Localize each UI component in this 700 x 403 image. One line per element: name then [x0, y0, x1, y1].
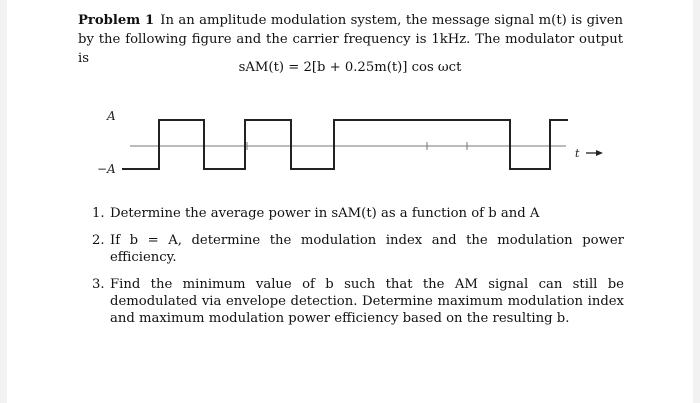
- square-wave: [122, 120, 568, 169]
- message-signal-figure: [0, 105, 700, 180]
- question-list: [92, 205, 624, 337]
- modulator-equation: sAM(t) = 2[b + 0.25m(t)] cos ωct: [238, 60, 462, 75]
- problem-heading: Problem 1: [78, 13, 155, 28]
- question-text: Determine the average power in sAM(t) as a function of b and A: [110, 206, 540, 221]
- question-item: [92, 205, 624, 222]
- question-text: Find the minimum value of b such that the AM signal can still be demodulated via envelope detection. Determine maximum modulation index and maximum modulation power efficiency based on the resulting b.: [110, 277, 624, 326]
- amplitude-top-label: A: [107, 109, 116, 123]
- problem-text: In an amplitude modulation system, the message signal m(t) is given by the following figure and the carrier frequency is 1kHz. The modulator output is: [78, 13, 623, 66]
- question-number: 1.: [92, 206, 105, 221]
- question-number: 2.: [92, 233, 105, 248]
- axis-arrow-icon: [596, 150, 603, 156]
- question-item: [92, 232, 624, 266]
- question-number: 3.: [92, 277, 105, 292]
- question-item: [92, 276, 624, 327]
- question-text: If b = A, determine the modulation index and the modulation power efficiency.: [110, 233, 624, 265]
- amplitude-bottom-label: −A: [97, 162, 116, 176]
- time-axis-label: t: [575, 147, 580, 160]
